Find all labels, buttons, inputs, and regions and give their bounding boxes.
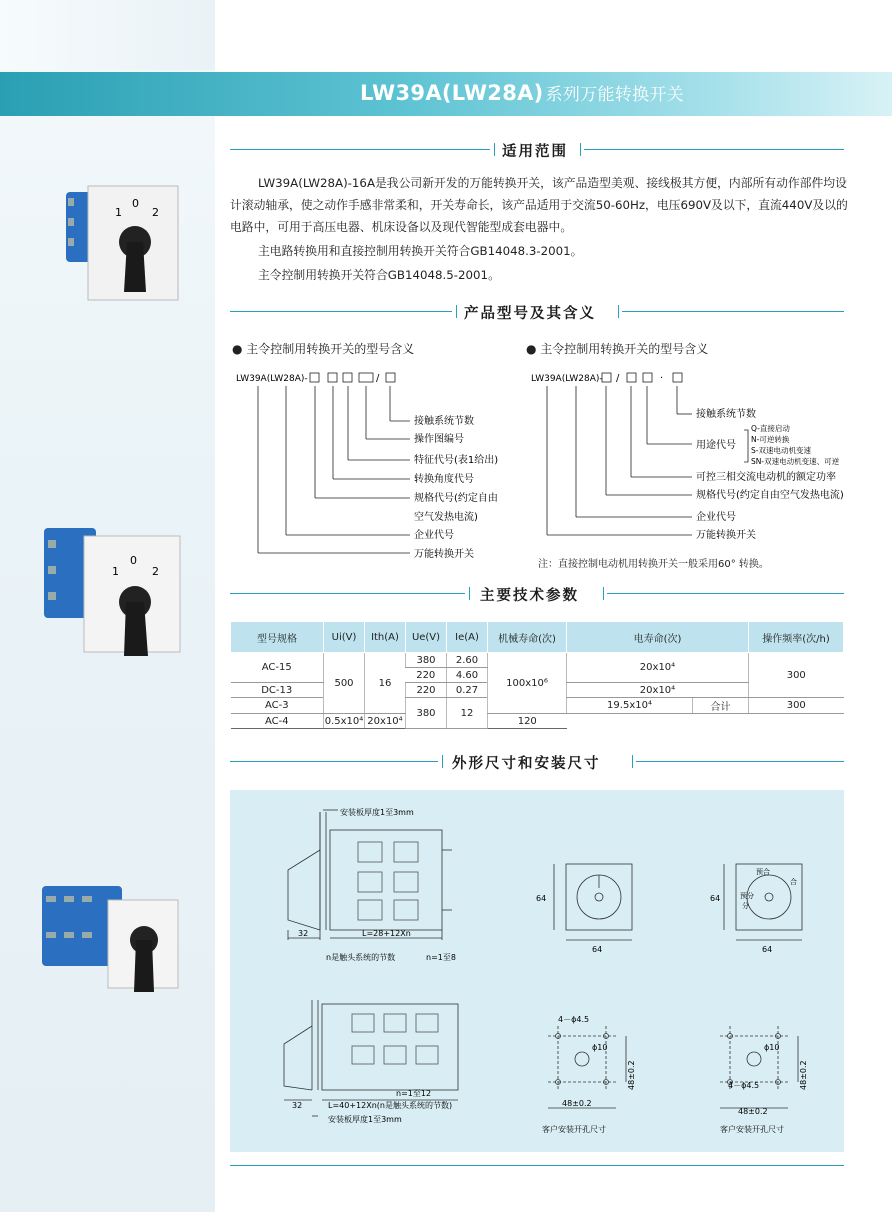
hole-a-4: 4－ϕ4.5 <box>558 1015 590 1024</box>
top-dim-left: 32 <box>298 929 309 938</box>
right-model-label-2: 用途代号 <box>696 440 736 451</box>
right-model-dot: · <box>660 373 664 384</box>
right-model-usage-1: Q-直接启动 <box>751 424 790 433</box>
section-dims-label: 外形尺寸和安装尺寸 <box>452 756 601 772</box>
section-scope-label: 适用范围 <box>502 144 568 160</box>
bottom-plate-label: 安装板厚度1至3mm <box>328 1115 402 1124</box>
switch-photo-2-label-0: 0 <box>130 554 137 567</box>
bottom-n: n=1至12 <box>396 1089 432 1098</box>
table-cell: AC-4 <box>231 714 324 729</box>
table-cell: 20x10⁴ <box>567 683 749 698</box>
left-model-label-1: 接触系统节数 <box>414 416 474 427</box>
bottom-dim-len: L=40+12Xn(n是触头系统的节数) <box>328 1101 453 1110</box>
switch-photo-1-label-0: 0 <box>132 197 139 210</box>
hole-b-48-h: 48±0.2 <box>799 1060 808 1090</box>
left-model-label-4: 转换角度代号 <box>414 474 474 485</box>
bottom-dim-left: 32 <box>292 1101 303 1110</box>
switch-photo-2 <box>40 520 185 665</box>
top-dim-len: L=28+12Xn <box>362 929 411 938</box>
switch-photo-3 <box>40 880 185 1010</box>
table-header: Ue(V) <box>406 622 447 653</box>
left-model-label-6: 空气发热电流) <box>414 512 478 523</box>
switch-photo-1-label-2: 2 <box>152 206 159 219</box>
right-model-label-1: 接触系统节数 <box>696 409 756 420</box>
table-cell: 120 <box>488 714 567 729</box>
switch-photo-1 <box>60 180 185 305</box>
title-suffix: 系列万能转换开关 <box>545 85 684 105</box>
table-cell: 220 <box>406 683 447 698</box>
drawings-panel <box>230 790 844 1152</box>
hole-a-caption: 客户安装开孔尺寸 <box>542 1125 606 1134</box>
right-model-label-6: 万能转换开关 <box>696 530 756 541</box>
section-model <box>230 302 844 322</box>
table-cell: 20x10⁴ <box>365 714 406 729</box>
table-header: Ie(A) <box>447 622 488 653</box>
switch-photo-1-label-1: 1 <box>115 206 122 219</box>
dial-label-2: 合 <box>790 878 797 886</box>
front-b-height: 64 <box>710 894 721 903</box>
section-params <box>230 584 844 604</box>
table-cell: 16 <box>365 653 406 714</box>
table-header: 机械寿命(次) <box>488 622 567 653</box>
table-header: 操作频率(次/h) <box>749 622 844 653</box>
left-column-top <box>0 0 215 70</box>
table-row <box>231 653 844 668</box>
spec-table <box>230 621 844 729</box>
table-cell: 20x10⁴ <box>567 653 749 683</box>
right-model-code: LW39A(LW28A)- <box>531 374 603 384</box>
left-model-diagram <box>230 362 530 572</box>
right-model-usage-2: N-可逆转换 <box>751 435 790 444</box>
table-cell: 300 <box>749 653 844 698</box>
table-cell: AC-3 <box>231 698 324 714</box>
scope-text <box>230 172 850 286</box>
left-model-heading-text: 主令控制用转换开关的型号含义 <box>246 342 415 356</box>
bottom-rule <box>230 1165 844 1166</box>
table-cell: 300 <box>749 698 844 714</box>
scope-paragraph-3: 主令控制用转换开关符合GB14048.5-2001。 <box>258 268 500 282</box>
table-cell: 合计 <box>693 698 749 714</box>
switch-photo-2-label-1: 1 <box>112 565 119 578</box>
hole-b-caption: 客户安装开孔尺寸 <box>720 1125 784 1134</box>
left-model-code: LW39A(LW28A)- <box>236 374 308 384</box>
dial-label-3: 预分 <box>740 892 754 900</box>
title-main: LW39A(LW28A) <box>360 81 544 105</box>
hole-a-48-h: 48±0.2 <box>627 1060 636 1090</box>
right-model-label-3: 可控三相交流电动机的额定功率 <box>696 472 836 483</box>
table-header: 型号规格 <box>231 622 324 653</box>
scope-paragraph-1: LW39A(LW28A)-16A是我公司新开发的万能转换开关，该产品造型美观、接线极其方便，内部所有动作部件均设计滚动轴承，使之动作手感非常柔和，开关寿命长，该产品适用于交流50-60Hz，电压690V及以下，直流440V及以的电路中，可用于高压电器、机床设备以及现代智能型成套电器中。 <box>230 176 848 234</box>
hole-b-48-w: 48±0.2 <box>738 1107 768 1116</box>
table-cell: 2.60 <box>447 653 488 668</box>
right-model-heading: ● 主令控制用转换开关的型号含义 <box>526 342 709 356</box>
right-model-label-5: 企业代号 <box>696 512 736 523</box>
section-params-label: 主要技术参数 <box>480 588 579 604</box>
table-cell: 380 <box>406 653 447 668</box>
top-plate-label: 安装板厚度1至3mm <box>340 808 414 817</box>
top-n: n=1至8 <box>426 953 456 962</box>
table-header: Ith(A) <box>365 622 406 653</box>
right-model-label-4: 规格代号(约定自由空气发热电流) <box>696 490 844 501</box>
section-scope <box>230 140 844 160</box>
table-cell: 0.5x10⁴ <box>324 715 364 727</box>
front-a-width: 64 <box>592 945 603 954</box>
section-dims <box>230 752 844 772</box>
left-model-label-5: 规格代号(约定自由 <box>414 493 498 504</box>
hole-b-10: ϕ10 <box>764 1043 780 1052</box>
dial-label-1: 预合 <box>756 868 770 876</box>
table-cell: 100x10⁶ <box>488 653 567 714</box>
title-bar <box>0 72 892 116</box>
table-cell: 500 <box>324 653 365 714</box>
switch-photo-2-label-2: 2 <box>152 565 159 578</box>
table-header-row <box>231 622 844 653</box>
table-cell: 4.60 <box>447 668 488 683</box>
front-a-height: 64 <box>536 894 547 903</box>
table-cell: 220 <box>406 668 447 683</box>
drawings <box>230 790 844 1152</box>
right-model-usage-3: S-双速电动机变速 <box>751 446 811 455</box>
table-row <box>231 714 844 729</box>
table-cell: 12 <box>447 698 488 729</box>
table-cell: 19.5x10⁴ <box>567 698 693 714</box>
hole-a-48-w: 48±0.2 <box>562 1099 592 1108</box>
section-model-label: 产品型号及其含义 <box>464 306 596 322</box>
front-b-width: 64 <box>762 945 773 954</box>
top-note: n是触头系统的节数 <box>326 953 396 962</box>
table-cell: DC-13 <box>231 683 324 698</box>
page-title <box>360 80 684 105</box>
left-model-label-7: 企业代号 <box>414 530 454 541</box>
table-header: 电寿命(次) <box>567 622 749 653</box>
table-cell: 380 <box>406 698 447 729</box>
table-cell: 0.27 <box>447 683 488 698</box>
left-model-slash: / <box>376 373 380 384</box>
right-model-slash: / <box>616 373 620 384</box>
hole-a-10: ϕ10 <box>592 1043 608 1052</box>
scope-paragraph-2: 主电路转换用和直接控制用转换开关符合GB14048.3-2001。 <box>258 244 583 258</box>
right-model-heading-text: 主令控制用转换开关的型号含义 <box>540 342 709 356</box>
left-model-label-2: 操作图编号 <box>414 434 464 445</box>
table-header: Ui(V) <box>324 622 365 653</box>
dial-label-4: 分 <box>742 902 749 910</box>
table-cell: AC-15 <box>231 653 324 683</box>
left-model-label-3: 特征代号(表1给出) <box>414 455 499 466</box>
right-model-usage-4: SN-双速电动机变速、可逆 <box>751 457 840 466</box>
left-model-label-8: 万能转换开关 <box>414 549 474 560</box>
right-model-diagram <box>530 362 860 572</box>
hole-b-4: 4－ϕ4.5 <box>728 1081 760 1090</box>
left-model-heading: ● 主令控制用转换开关的型号含义 <box>232 342 415 356</box>
right-model-note: 注：直接控制电动机用转换开关一般采用60° 转换。 <box>538 559 769 570</box>
